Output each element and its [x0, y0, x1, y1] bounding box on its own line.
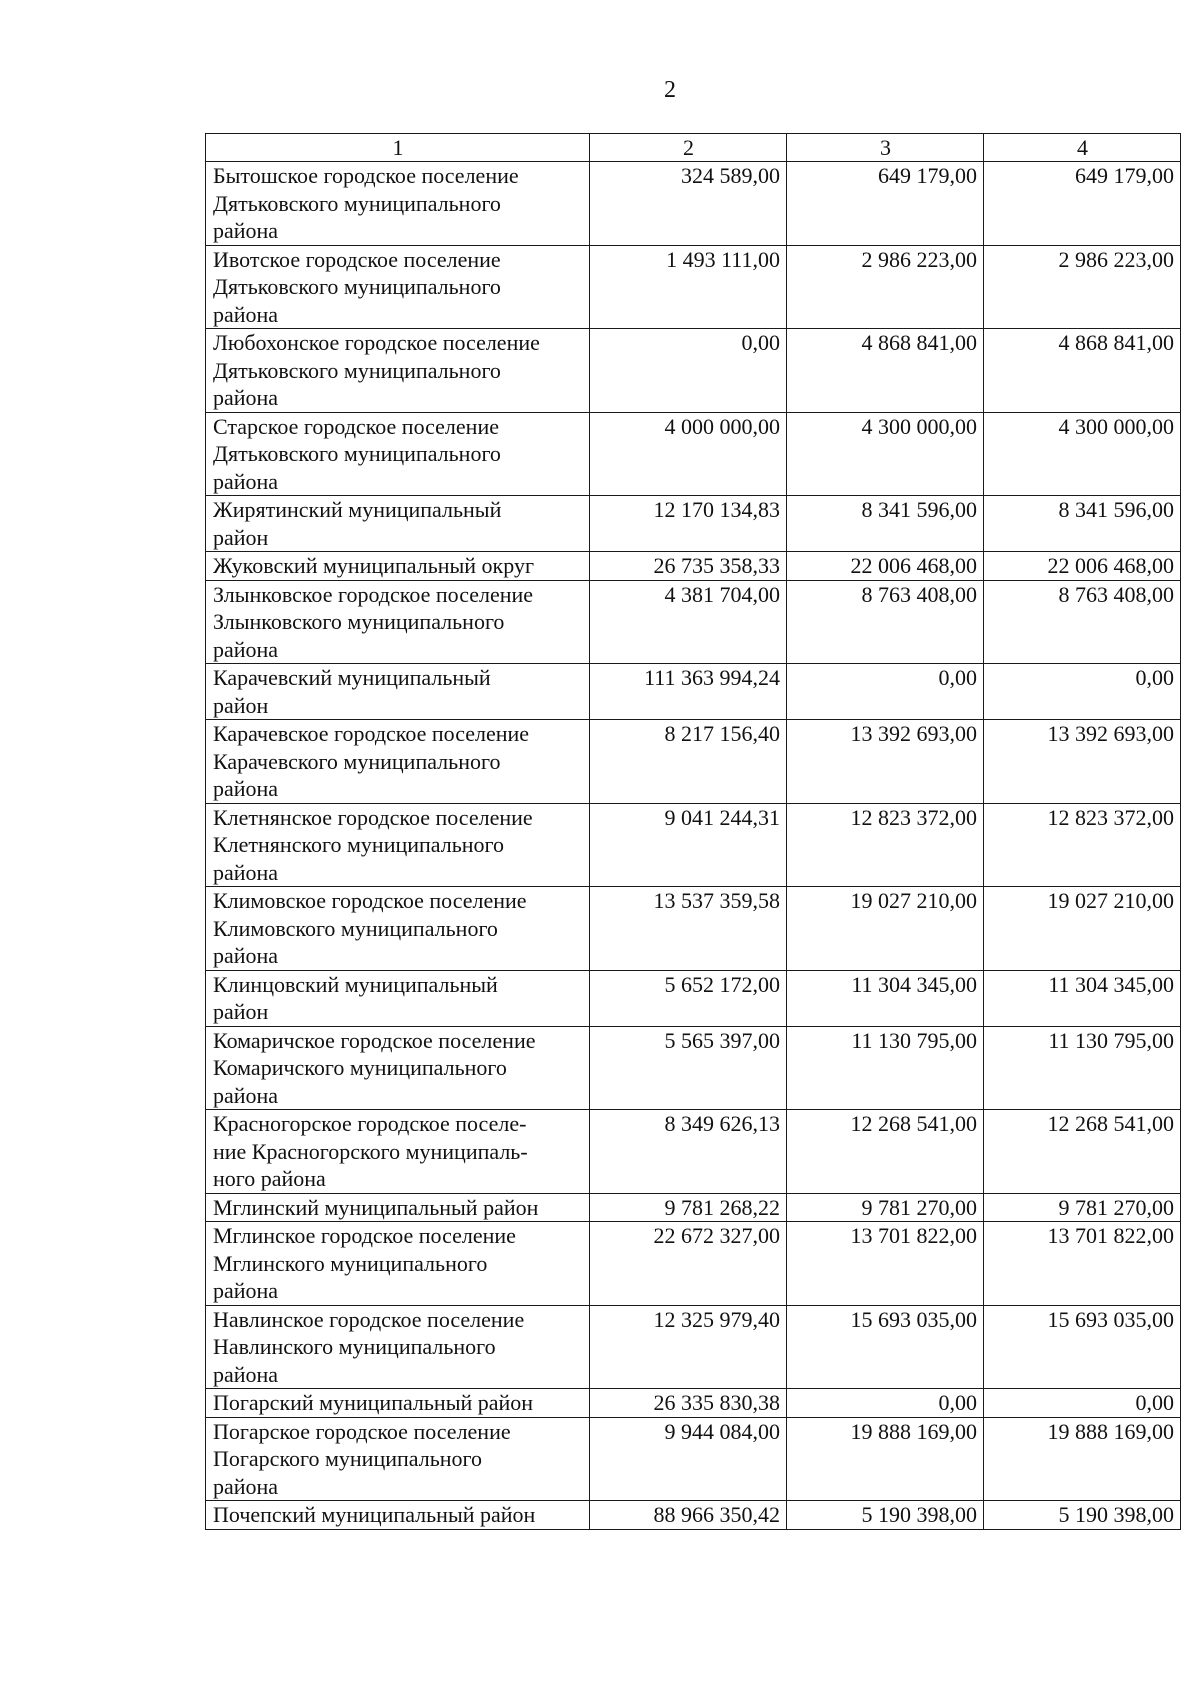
value-col3-cell: 11 304 345,00 [787, 970, 984, 1026]
value-col2-cell: 5 565 397,00 [590, 1026, 787, 1110]
table-row [206, 664, 1181, 720]
value-col2-cell: 111 363 994,24 [590, 664, 787, 720]
value-col4-cell: 8 341 596,00 [984, 496, 1181, 552]
table-row [206, 720, 1181, 804]
value-col3-cell: 12 823 372,00 [787, 803, 984, 887]
value-col4-cell: 22 006 468,00 [984, 552, 1181, 581]
table-row [206, 1026, 1181, 1110]
table-body [206, 162, 1181, 1530]
value-col4-cell: 15 693 035,00 [984, 1305, 1181, 1389]
column-header-4: 4 [984, 134, 1181, 162]
value-col3-cell: 15 693 035,00 [787, 1305, 984, 1389]
value-col3-cell: 19 027 210,00 [787, 887, 984, 971]
table-row [206, 887, 1181, 971]
table-row [206, 329, 1181, 413]
value-col3-cell: 11 130 795,00 [787, 1026, 984, 1110]
value-col3-cell: 0,00 [787, 664, 984, 720]
table-row [206, 1389, 1181, 1418]
municipality-name-cell: Клинцовский муниципальный район [206, 970, 590, 1026]
value-col2-cell: 12 170 134,83 [590, 496, 787, 552]
table-row [206, 970, 1181, 1026]
value-col4-cell: 19 888 169,00 [984, 1417, 1181, 1501]
value-col4-cell: 13 392 693,00 [984, 720, 1181, 804]
value-col2-cell: 9 781 268,22 [590, 1193, 787, 1222]
table-row [206, 580, 1181, 664]
table-row [206, 1110, 1181, 1194]
value-col4-cell: 19 027 210,00 [984, 887, 1181, 971]
value-col3-cell: 9 781 270,00 [787, 1193, 984, 1222]
municipality-name-cell: Карачевское городское поселение Карачевского муниципального района [206, 720, 590, 804]
value-col3-cell: 649 179,00 [787, 162, 984, 246]
value-col2-cell: 8 349 626,13 [590, 1110, 787, 1194]
value-col3-cell: 2 986 223,00 [787, 245, 984, 329]
value-col2-cell: 0,00 [590, 329, 787, 413]
municipality-name-cell: Навлинское городское поселение Навлинского муниципального района [206, 1305, 590, 1389]
table-header-row [206, 134, 1181, 162]
value-col2-cell: 5 652 172,00 [590, 970, 787, 1026]
value-col4-cell: 12 268 541,00 [984, 1110, 1181, 1194]
value-col4-cell: 9 781 270,00 [984, 1193, 1181, 1222]
value-col3-cell: 4 300 000,00 [787, 412, 984, 496]
value-col4-cell: 8 763 408,00 [984, 580, 1181, 664]
municipality-name-cell: Бытошское городское поселение Дятьковского муниципального района [206, 162, 590, 246]
table-row [206, 1305, 1181, 1389]
municipality-name-cell: Ивотское городское поселение Дятьковского муниципального района [206, 245, 590, 329]
municipality-name-cell: Мглинское городское поселение Мглинского муниципального района [206, 1222, 590, 1306]
value-col2-cell: 13 537 359,58 [590, 887, 787, 971]
value-col4-cell: 12 823 372,00 [984, 803, 1181, 887]
municipality-name-cell: Климовское городское поселение Климовского муниципального района [206, 887, 590, 971]
value-col2-cell: 4 381 704,00 [590, 580, 787, 664]
table-row [206, 162, 1181, 246]
municipality-name-cell: Почепский муниципальный район [206, 1501, 590, 1530]
municipality-name-cell: Красногорское городское поселе- ние Красногорского муниципаль- ного района [206, 1110, 590, 1194]
table-row [206, 1193, 1181, 1222]
value-col3-cell: 8 341 596,00 [787, 496, 984, 552]
value-col4-cell: 13 701 822,00 [984, 1222, 1181, 1306]
table-row [206, 245, 1181, 329]
value-col3-cell: 13 701 822,00 [787, 1222, 984, 1306]
municipality-name-cell: Жуковский муниципальный округ [206, 552, 590, 581]
table-row [206, 1501, 1181, 1530]
value-col2-cell: 26 735 358,33 [590, 552, 787, 581]
value-col3-cell: 13 392 693,00 [787, 720, 984, 804]
table-row [206, 552, 1181, 581]
table-row [206, 1222, 1181, 1306]
value-col3-cell: 4 868 841,00 [787, 329, 984, 413]
value-col4-cell: 649 179,00 [984, 162, 1181, 246]
column-header-3: 3 [787, 134, 984, 162]
municipality-name-cell: Клетнянское городское поселение Клетнянского муниципального района [206, 803, 590, 887]
value-col2-cell: 4 000 000,00 [590, 412, 787, 496]
value-col3-cell: 22 006 468,00 [787, 552, 984, 581]
value-col3-cell: 5 190 398,00 [787, 1501, 984, 1530]
municipality-name-cell: Любохонское городское поселение Дятьковского муниципального района [206, 329, 590, 413]
value-col4-cell: 4 300 000,00 [984, 412, 1181, 496]
value-col2-cell: 324 589,00 [590, 162, 787, 246]
column-header-1: 1 [206, 134, 590, 162]
municipality-name-cell: Мглинский муниципальный район [206, 1193, 590, 1222]
table-row [206, 803, 1181, 887]
municipality-name-cell: Карачевский муниципальный район [206, 664, 590, 720]
municipality-name-cell: Комаричское городское поселение Комаричского муниципального района [206, 1026, 590, 1110]
table-row [206, 496, 1181, 552]
budget-table [205, 133, 1181, 1530]
value-col4-cell: 11 304 345,00 [984, 970, 1181, 1026]
value-col4-cell: 0,00 [984, 664, 1181, 720]
municipality-name-cell: Злынковское городское поселение Злынковского муниципального района [206, 580, 590, 664]
municipality-name-cell: Погарское городское поселение Погарского муниципального района [206, 1417, 590, 1501]
column-header-2: 2 [590, 134, 787, 162]
value-col4-cell: 4 868 841,00 [984, 329, 1181, 413]
value-col2-cell: 26 335 830,38 [590, 1389, 787, 1418]
municipality-name-cell: Старское городское поселение Дятьковского муниципального района [206, 412, 590, 496]
value-col3-cell: 0,00 [787, 1389, 984, 1418]
value-col4-cell: 0,00 [984, 1389, 1181, 1418]
municipality-name-cell: Погарский муниципальный район [206, 1389, 590, 1418]
value-col2-cell: 88 966 350,42 [590, 1501, 787, 1530]
value-col3-cell: 19 888 169,00 [787, 1417, 984, 1501]
value-col3-cell: 12 268 541,00 [787, 1110, 984, 1194]
value-col2-cell: 12 325 979,40 [590, 1305, 787, 1389]
page-number: 2 [664, 77, 676, 103]
table-row [206, 412, 1181, 496]
value-col2-cell: 22 672 327,00 [590, 1222, 787, 1306]
value-col4-cell: 5 190 398,00 [984, 1501, 1181, 1530]
municipality-name-cell: Жирятинский муниципальный район [206, 496, 590, 552]
table-row [206, 1417, 1181, 1501]
value-col2-cell: 9 041 244,31 [590, 803, 787, 887]
value-col2-cell: 8 217 156,40 [590, 720, 787, 804]
value-col3-cell: 8 763 408,00 [787, 580, 984, 664]
value-col2-cell: 9 944 084,00 [590, 1417, 787, 1501]
value-col2-cell: 1 493 111,00 [590, 245, 787, 329]
value-col4-cell: 11 130 795,00 [984, 1026, 1181, 1110]
value-col4-cell: 2 986 223,00 [984, 245, 1181, 329]
